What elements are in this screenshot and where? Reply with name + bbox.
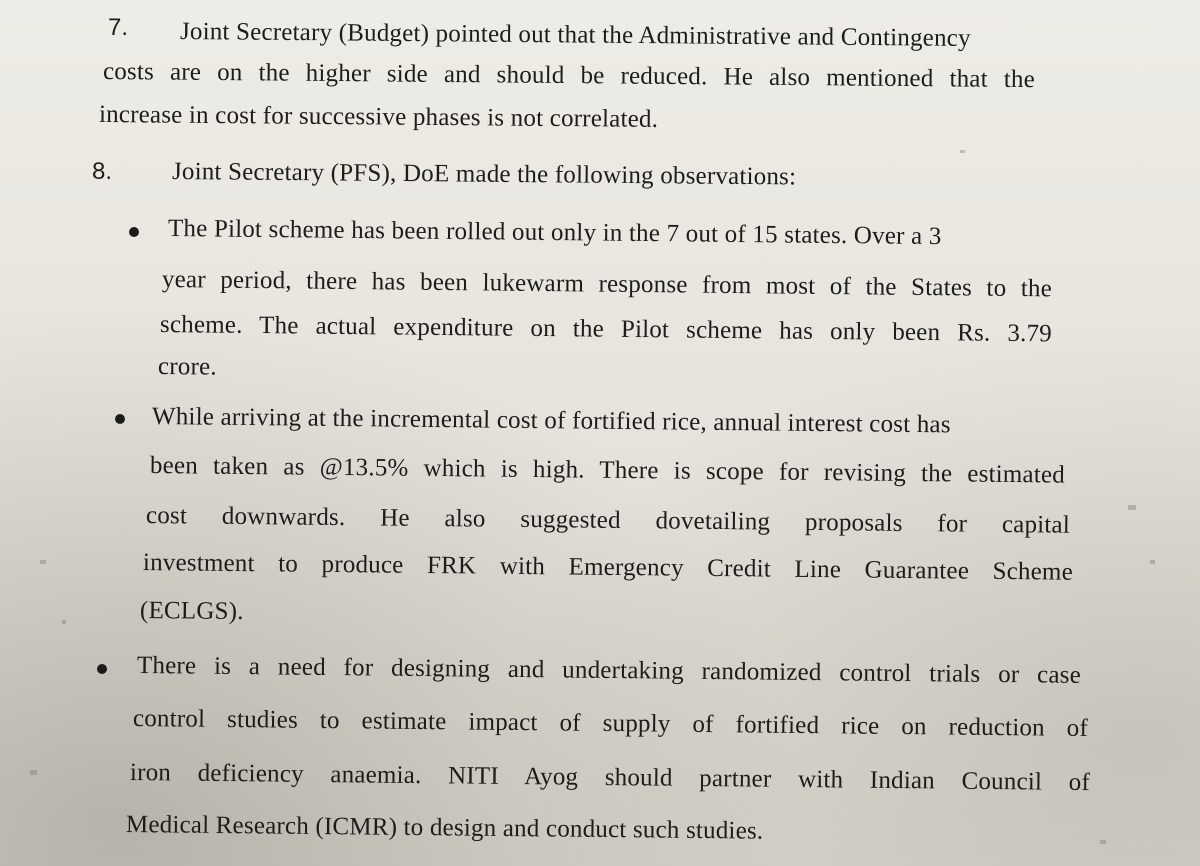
bullet-2-line-2-text: been taken as @13.5% which is high. There is scope for revising the estimated (149, 452, 1066, 489)
paragraph-7-number: 7. (108, 14, 129, 41)
paragraph-7-line-2 (103, 58, 1035, 94)
bullet-3-marker (97, 664, 107, 674)
bullet-3-line-1 (137, 652, 1081, 690)
paragraph-7-line-2-text: costs are on the higher side and should be reduced. He also mentioned that the (102, 58, 1036, 94)
bullet-1-line-4: crore. (157, 353, 217, 381)
bullet-3-line-2-text: control studies to estimate impact of supply of fortified rice on reduction of (132, 705, 1089, 742)
paragraph-7-line-1: Joint Secretary (Budget) pointed out that the Administrative and Contingency (179, 18, 971, 52)
scan-speck (1150, 560, 1155, 564)
bullet-2-line-1: While arriving at the incremental cost of fortified rice, annual interest cost has (151, 403, 951, 439)
scan-speck (40, 560, 46, 564)
bullet-1-line-1: The Pilot scheme has been rolled out only in the 7 out of 15 states. Over a 3 (167, 215, 942, 251)
bullet-3-line-2 (133, 705, 1088, 743)
bullet-2-line-5: (ECLGS). (139, 597, 244, 626)
scan-speck (1100, 840, 1106, 844)
bullet-3-line-1-text: There is a need for designing and undertaking randomized control trials or case (136, 652, 1082, 689)
bullet-2-line-3 (146, 502, 1070, 540)
bullet-1-line-3 (160, 311, 1052, 348)
bullet-2-marker (115, 414, 125, 424)
bullet-3-line-3 (130, 759, 1090, 797)
scan-speck (30, 770, 37, 775)
bullet-2-line-2 (150, 452, 1065, 490)
scan-speck (62, 620, 66, 624)
bullet-2-line-3-text: cost downwards. He also suggested dovetailing proposals for capital (145, 502, 1071, 539)
bullet-2-line-4-text: investment to produce FRK with Emergency Credit Line Guarantee Scheme (142, 549, 1074, 586)
bullet-2-line-4 (143, 549, 1073, 587)
paragraph-7-line-3: increase in cost for successive phases is not correlated. (98, 101, 659, 133)
scan-speck (960, 150, 965, 153)
bullet-1-line-2-text: year period, there has been lukewarm response from most of the States to the (161, 266, 1053, 303)
bullet-3-line-3-text: iron deficiency anaemia. NITI Ayog should partner with Indian Council of (129, 759, 1091, 797)
bullet-1-line-3-text: scheme. The actual expenditure on the Pilot scheme has only been Rs. 3.79 (159, 311, 1053, 348)
bullet-1-marker (129, 227, 139, 237)
paragraph-8-intro: Joint Secretary (PFS), DoE made the following observations: (171, 158, 797, 191)
bullet-3-line-4: Medical Research (ICMR) to design and conduct such studies. (125, 811, 764, 845)
bullet-1-line-2 (162, 266, 1052, 303)
paragraph-8-number: 8. (92, 158, 113, 185)
scan-speck (1128, 505, 1136, 510)
